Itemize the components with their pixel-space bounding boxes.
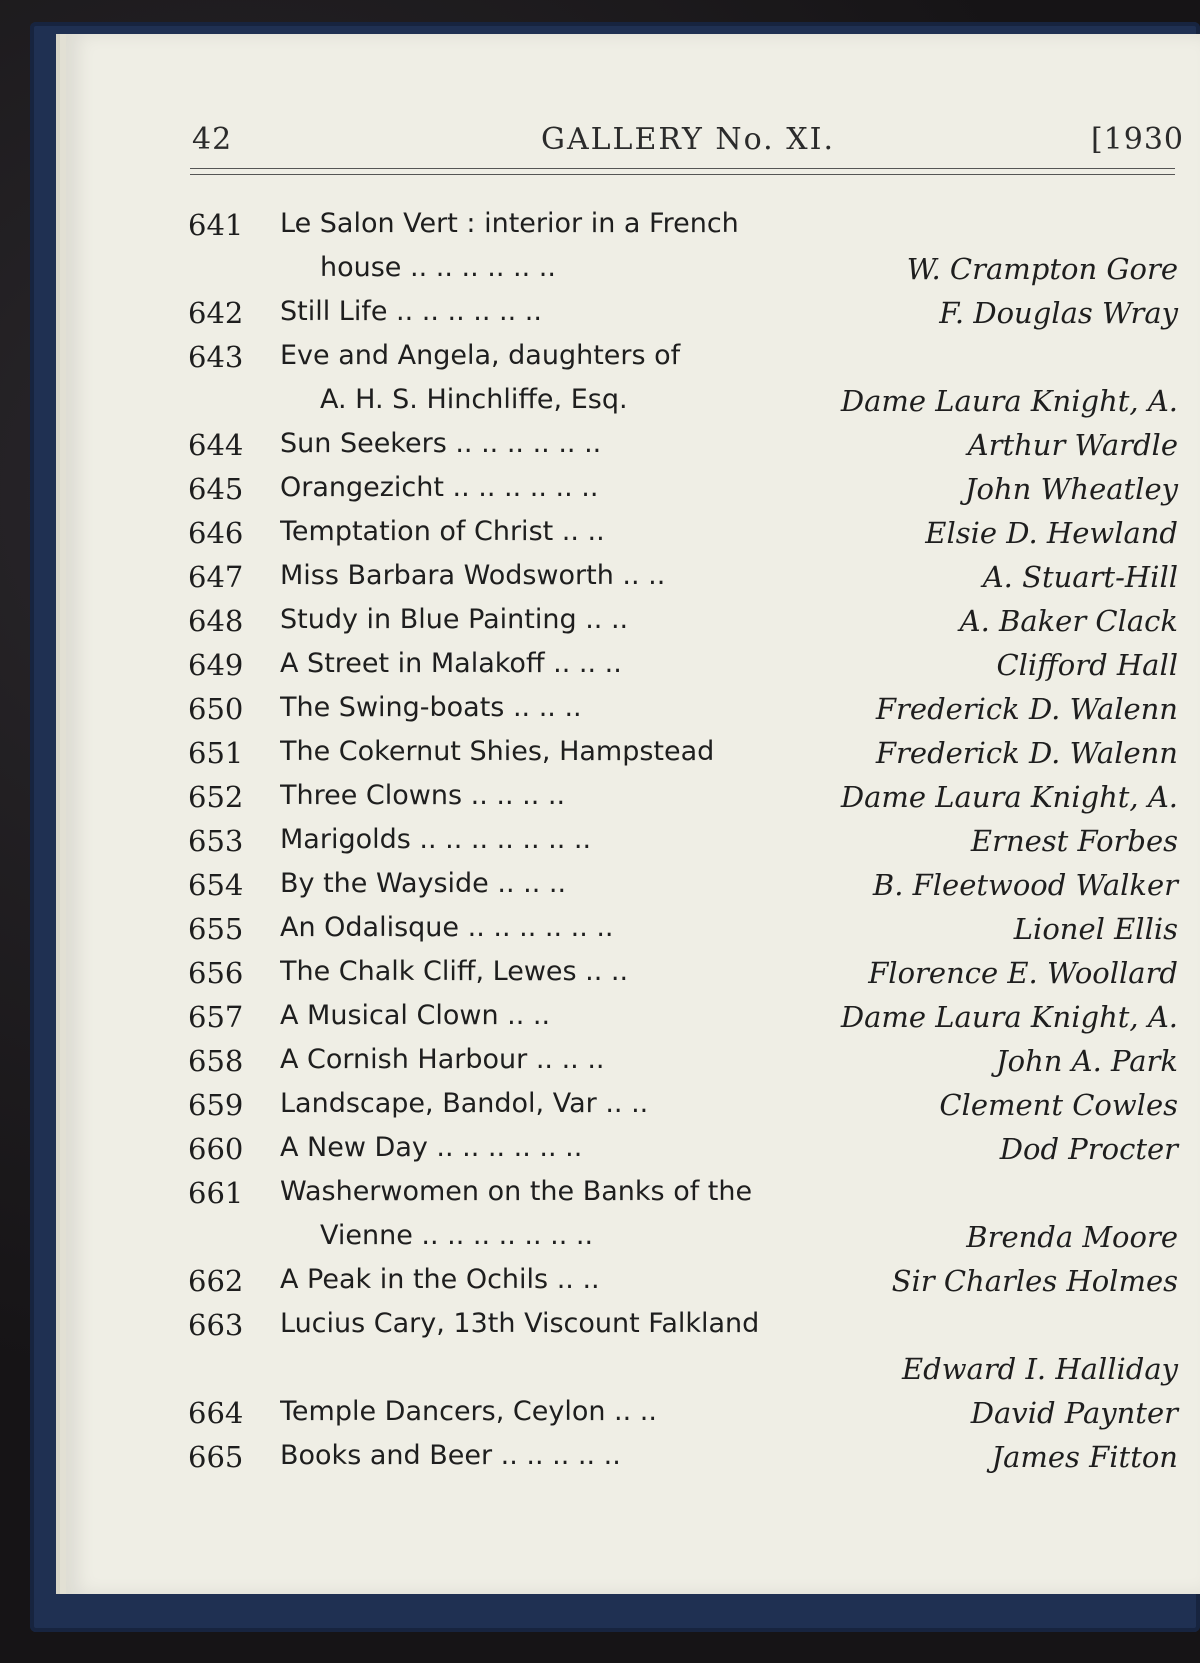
entry-title-line: Vienne .. .. .. .. .. .. .. bbox=[320, 1220, 594, 1251]
catalogue-entry bbox=[188, 1308, 1178, 1396]
entry-title-line: Temptation of Christ .. .. bbox=[280, 516, 605, 547]
entry-title-line: house .. .. .. .. .. .. bbox=[320, 252, 556, 283]
entry-artist: Frederick D. Walenn bbox=[868, 692, 1178, 726]
entry-title-line: Marigolds .. .. .. .. .. .. .. bbox=[280, 824, 592, 855]
entry-artist: W. Crampton Gore bbox=[899, 252, 1178, 286]
entry-artist: A. Stuart-Hill bbox=[975, 560, 1178, 594]
entry-title-line: The Chalk Cliff, Lewes .. .. bbox=[280, 956, 629, 987]
catalogue-entry bbox=[188, 1176, 1178, 1264]
header-rule-bottom bbox=[190, 174, 1175, 175]
page-header bbox=[192, 118, 1184, 158]
catalogue-entry bbox=[188, 472, 1178, 516]
page-title: GALLERY No. XI. bbox=[541, 122, 835, 157]
entry-artist: Arthur Wardle bbox=[960, 428, 1178, 462]
entry-number: 647 bbox=[188, 560, 244, 594]
entry-artist: John A. Park bbox=[988, 1044, 1178, 1078]
entry-title-line: A. H. S. Hinchliffe, Esq. bbox=[320, 384, 628, 415]
entry-artist: Lionel Ellis bbox=[1006, 912, 1178, 946]
entry-artist: Sir Charles Holmes bbox=[884, 1264, 1178, 1298]
entry-title-line: A New Day .. .. .. .. .. .. bbox=[280, 1132, 583, 1163]
entry-number: 661 bbox=[188, 1176, 244, 1210]
entry-number: 648 bbox=[188, 604, 244, 638]
entry-title-line: Temple Dancers, Ceylon .. .. bbox=[280, 1396, 657, 1427]
catalogue-entry bbox=[188, 1396, 1178, 1440]
entry-number: 656 bbox=[188, 956, 244, 990]
entry-title-line: Study in Blue Painting .. .. bbox=[280, 604, 629, 635]
entry-number: 664 bbox=[188, 1396, 244, 1430]
entry-title-line: A Musical Clown .. .. bbox=[280, 1000, 551, 1031]
catalogue-entry bbox=[188, 560, 1178, 604]
page-year: [1930 bbox=[1090, 122, 1184, 157]
entry-artist: F. Douglas Wray bbox=[931, 296, 1178, 330]
entry-title-line: By the Wayside .. .. .. bbox=[280, 868, 567, 899]
entry-artist: Edward I. Halliday bbox=[894, 1352, 1178, 1386]
catalogue-entry bbox=[188, 1132, 1178, 1176]
catalogue-entry bbox=[188, 296, 1178, 340]
entry-title-line: A Cornish Harbour .. .. .. bbox=[280, 1044, 605, 1075]
catalogue-entry bbox=[188, 780, 1178, 824]
entry-number: 660 bbox=[188, 1132, 244, 1166]
entry-number: 641 bbox=[188, 208, 244, 242]
entry-artist: Clement Cowles bbox=[931, 1088, 1178, 1122]
catalogue-entry bbox=[188, 1088, 1178, 1132]
entry-title-line: Le Salon Vert : interior in a French bbox=[280, 208, 739, 239]
catalogue-entry bbox=[188, 956, 1178, 1000]
entry-number: 652 bbox=[188, 780, 244, 814]
catalogue-entry bbox=[188, 648, 1178, 692]
entry-artist: Dod Procter bbox=[992, 1132, 1178, 1166]
entry-title-line: Washerwomen on the Banks of the bbox=[280, 1176, 753, 1207]
catalogue-entry bbox=[188, 428, 1178, 472]
page-number: 42 bbox=[192, 122, 233, 157]
entry-title-line: Three Clowns .. .. .. .. bbox=[280, 780, 566, 811]
catalogue-entry bbox=[188, 1000, 1178, 1044]
entry-number: 651 bbox=[188, 736, 244, 770]
entry-artist: A. Baker Clack bbox=[952, 604, 1178, 638]
entry-artist: Florence E. Woollard bbox=[860, 956, 1178, 990]
catalogue-entry bbox=[188, 736, 1178, 780]
entry-number: 662 bbox=[188, 1264, 244, 1298]
catalogue-entry bbox=[188, 340, 1178, 428]
catalogue-entry bbox=[188, 1044, 1178, 1088]
catalogue-entry bbox=[188, 912, 1178, 956]
catalogue-entry bbox=[188, 868, 1178, 912]
entry-title-line: A Peak in the Ochils .. .. bbox=[280, 1264, 600, 1295]
catalogue-entry bbox=[188, 692, 1178, 736]
entry-artist: Dame Laura Knight, A. bbox=[833, 384, 1178, 418]
catalogue-entry bbox=[188, 1264, 1178, 1308]
entry-title-line: An Odalisque .. .. .. .. .. .. bbox=[280, 912, 614, 943]
entry-artist: Elsie D. Hewland bbox=[917, 516, 1178, 550]
entry-artist: James Fitton bbox=[983, 1440, 1178, 1474]
entry-number: 663 bbox=[188, 1308, 244, 1342]
entry-title-line: A Street in Malakoff .. .. .. bbox=[280, 648, 622, 679]
entry-number: 654 bbox=[188, 868, 244, 902]
entry-artist: Clifford Hall bbox=[988, 648, 1178, 682]
entry-artist: Frederick D. Walenn bbox=[868, 736, 1178, 770]
entry-title-line: The Swing-boats .. .. .. bbox=[280, 692, 582, 723]
entry-number: 658 bbox=[188, 1044, 244, 1078]
entry-number: 646 bbox=[188, 516, 244, 550]
entry-title-line: Landscape, Bandol, Var .. .. bbox=[280, 1088, 649, 1119]
entry-number: 655 bbox=[188, 912, 244, 946]
catalogue-entry bbox=[188, 1440, 1178, 1484]
entry-artist: Brenda Moore bbox=[958, 1220, 1178, 1254]
entry-artist: David Paynter bbox=[963, 1396, 1178, 1430]
header-rule-top bbox=[190, 168, 1175, 169]
entry-number: 665 bbox=[188, 1440, 244, 1474]
entry-title-line: Lucius Cary, 13th Viscount Falkland bbox=[280, 1308, 760, 1339]
entry-title-line: Orangezicht .. .. .. .. .. .. bbox=[280, 472, 599, 503]
entry-number: 644 bbox=[188, 428, 244, 462]
entry-artist: Dame Laura Knight, A. bbox=[833, 780, 1178, 814]
entry-title-line: Eve and Angela, daughters of bbox=[280, 340, 681, 371]
entry-number: 643 bbox=[188, 340, 244, 374]
entry-title-line: Books and Beer .. .. .. .. .. bbox=[280, 1440, 621, 1471]
entry-title-line: Still Life .. .. .. .. .. .. bbox=[280, 296, 542, 327]
entry-title-line: The Cokernut Shies, Hampstead bbox=[280, 736, 715, 767]
entry-number: 659 bbox=[188, 1088, 244, 1122]
entry-number: 642 bbox=[188, 296, 244, 330]
catalogue-entry bbox=[188, 516, 1178, 560]
entry-artist: Dame Laura Knight, A. bbox=[833, 1000, 1178, 1034]
entry-number: 649 bbox=[188, 648, 244, 682]
entry-number: 650 bbox=[188, 692, 244, 726]
entry-artist: Ernest Forbes bbox=[963, 824, 1178, 858]
catalogue-entry bbox=[188, 208, 1178, 296]
entry-title-line: Sun Seekers .. .. .. .. .. .. bbox=[280, 428, 602, 459]
entry-artist: B. Fleetwood Walker bbox=[865, 868, 1178, 902]
entry-artist: John Wheatley bbox=[957, 472, 1178, 506]
entry-number: 653 bbox=[188, 824, 244, 858]
catalogue-entry bbox=[188, 604, 1178, 648]
catalogue-entry bbox=[188, 824, 1178, 868]
entry-title-line: Miss Barbara Wodsworth .. .. bbox=[280, 560, 666, 591]
entry-number: 645 bbox=[188, 472, 244, 506]
entry-number: 657 bbox=[188, 1000, 244, 1034]
